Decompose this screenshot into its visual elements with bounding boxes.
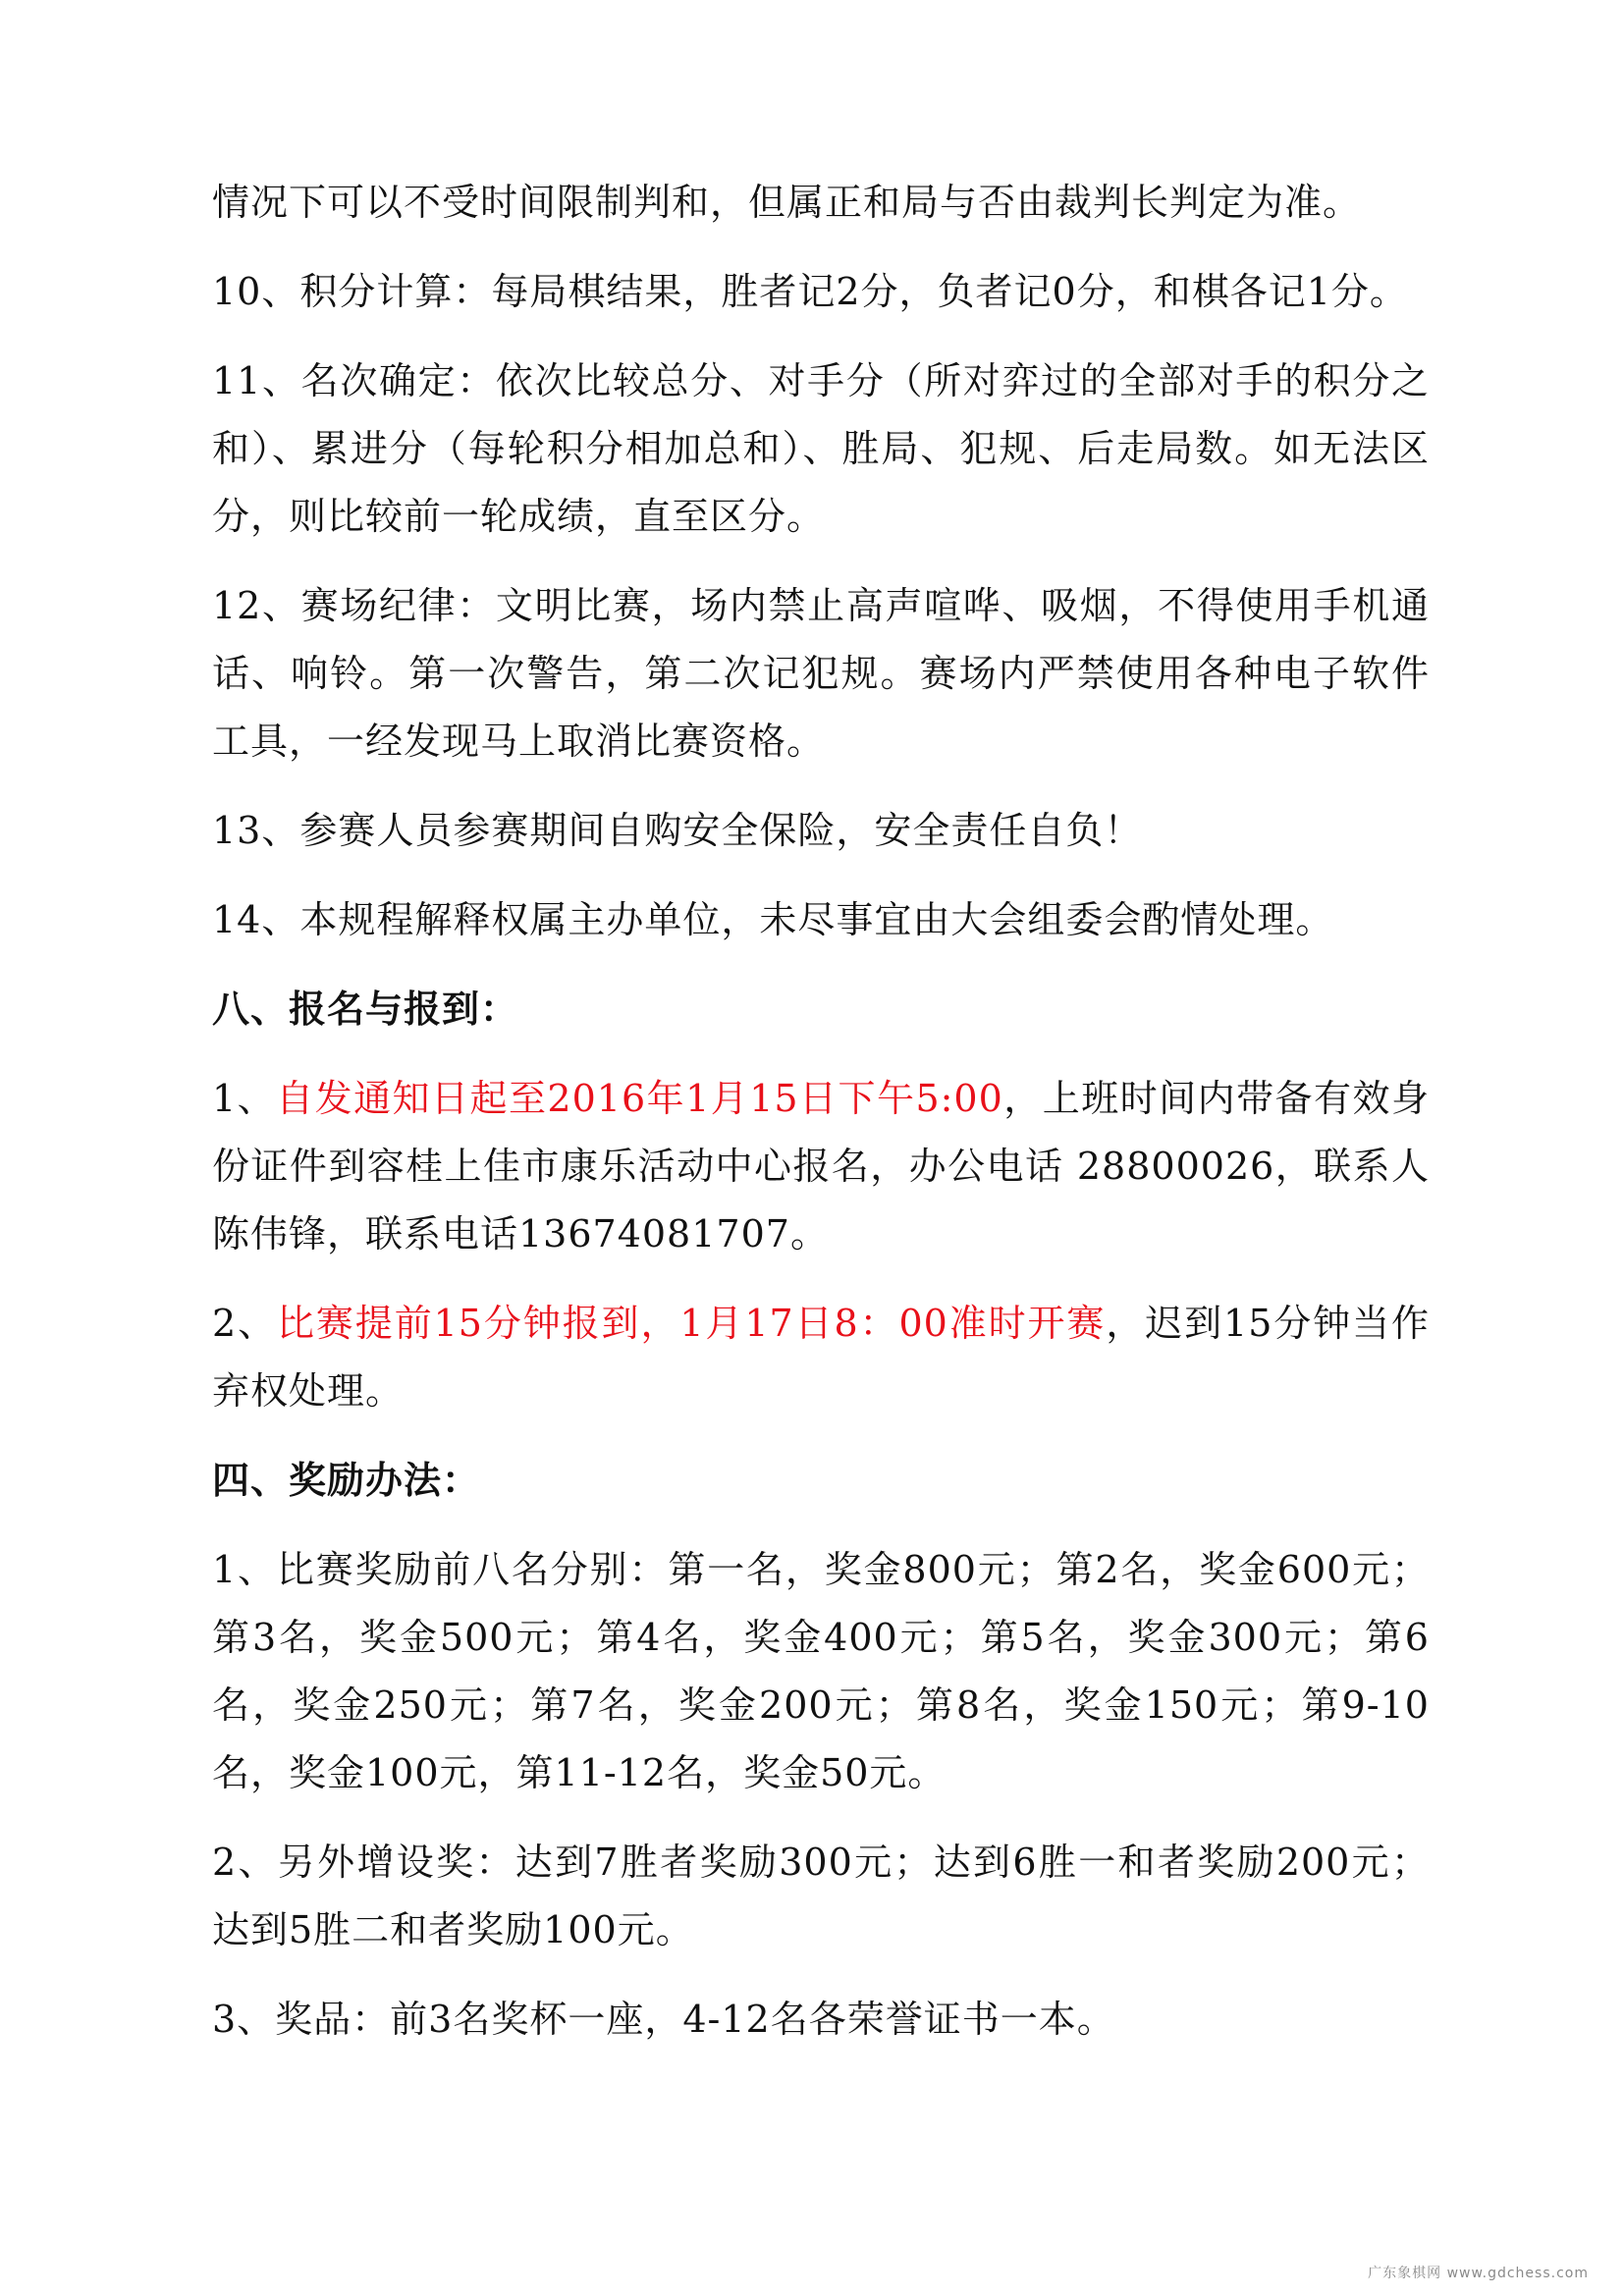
document-body (212, 169, 1430, 2075)
paragraph-registration-1 (212, 1065, 1430, 1268)
registration-2-start-highlight: 比赛提前15分钟报到，1月17日8：00准时开赛 (276, 1302, 1107, 1345)
section-heading-registration: 八、报名与报到： (212, 988, 519, 1031)
paragraph-prize-money: 1、比赛奖励前八名分别：第一名，奖金800元；第2名，奖金600元；第3名，奖金500元；第4名，奖金400元；第5名，奖金300元；第6名，奖金250元；第7名，奖金200元；第8名，奖金150元；第9-10名，奖金100元，第11-12名，奖金50元。 (212, 1548, 1430, 1794)
section-heading-awards: 四、奖励办法： (212, 1459, 481, 1502)
paragraph-discipline: 12、赛场纪律：文明比赛，场内禁止高声喧哗、吸烟，不得使用手机通话、响铃。第一次警告，第二次记犯规。赛场内严禁使用各种电子软件工具，一经发现马上取消比赛资格。 (212, 584, 1430, 763)
site-watermark: 广东象棋网 www.gdchess.com (1368, 2266, 1589, 2281)
registration-1-deadline-highlight: 自发通知日起至2016年1月15日下午5:00 (276, 1077, 1003, 1120)
paragraph-scoring: 10、积分计算：每局棋结果，胜者记2分，负者记0分，和棋各记1分。 (212, 270, 1408, 313)
registration-1-prefix: 1、 (212, 1077, 277, 1120)
registration-1-details: ，上班时间内带备有效身份证件到容桂上佳市康乐活动中心报名，办公电话 28800026，联系人陈伟锋，联系电话13674081707。 (212, 1077, 1430, 1255)
paragraph-extra-awards: 2、另外增设奖：达到7胜者奖励300元；达到6胜一和者奖励200元；达到5胜二和者奖励100元。 (212, 1841, 1430, 1951)
paragraph-9-continuation: 情况下可以不受时间限制判和，但属正和局与否由裁判长判定为准。 (212, 181, 1362, 224)
registration-2-details: ，迟到15分钟当作弃权处理。 (212, 1302, 1430, 1413)
paragraph-registration-2 (212, 1290, 1430, 1425)
paragraph-trophies: 3、奖品：前3名奖杯一座，4-12名各荣誉证书一本。 (212, 1998, 1115, 2041)
registration-2-prefix: 2、 (212, 1302, 277, 1345)
paragraph-interpretation: 14、本规程解释权属主办单位，未尽事宜由大会组委会酌情处理。 (212, 898, 1334, 941)
paragraph-ranking: 11、名次确定：依次比较总分、对手分（所对弈过的全部对手的积分之和）、累进分（每轮积分相加总和）、胜局、犯规、后走局数。如无法区分，则比较前一轮成绩，直至区分。 (212, 359, 1430, 538)
paragraph-insurance: 13、参赛人员参赛期间自购安全保险，安全责任自负！ (212, 809, 1143, 852)
